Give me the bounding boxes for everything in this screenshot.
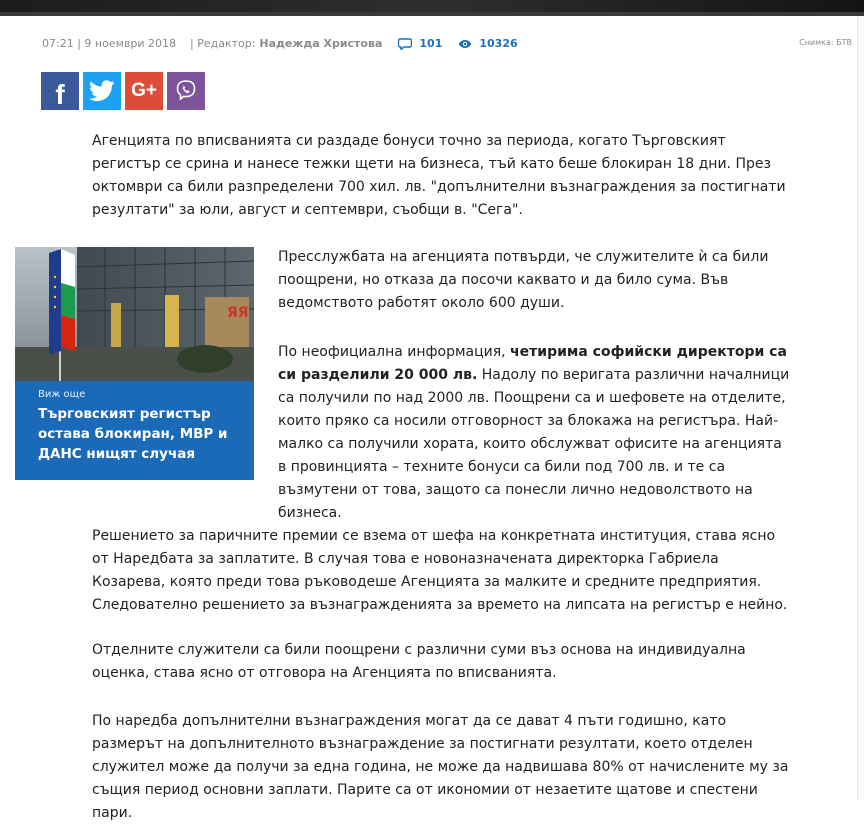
views-value: 10326 <box>479 37 518 50</box>
related-article-card[interactable] <box>15 247 254 480</box>
publish-date: 07:21 | 9 ноември 2018 <box>42 37 176 50</box>
hero-image-bottom <box>0 0 864 16</box>
article-paragraph-1: Агенцията по вписванията си раздаде бонуси точно за периода, когато Търговският регистър се срина и нанесе тежки щети на бизнеса, тъй като беше блокиран 18 дни. През октомври са били разпределени 700 хил. лв. "допълнителни възнаграждения за постигнати резултати" за юли, август и септември, съобщи в. "Сега". <box>92 133 786 218</box>
google-plus-icon: G+ <box>131 80 157 101</box>
editor-name: Надежда Христова <box>259 37 383 50</box>
article-paragraph-4: Решението за паричните премии се взема от шефа на конкретната институция, става ясно от Наредбата за заплатите. В случая това е новоназначената директорка Габриела Козарева, която преди това ръководеше Агенцията за малките и средните предприятия. Следователно решението за възнагражденията за времето на липсата на регистър е нейно. <box>92 528 788 613</box>
article-meta <box>42 37 518 50</box>
p3-intro: По неофициална информация, <box>278 344 511 360</box>
article-paragraph-5: Отделните служители са били поощрени с различни суми въз основа на индивидуална оценка, става ясно от отговора на Агенцията по вписванията. <box>92 642 746 681</box>
article-paragraph-3 <box>278 341 792 525</box>
comments-value: 101 <box>419 37 443 50</box>
article-paragraph-6: По наредба допълнителни възнаграждения могат да се дават 4 пъти годишно, като размерът на допълнителното възнаграждение за постигнати резултати, което отделен служител може да получи за една година, не може да надвишава 80% от начислените му за същия период основни заплати. Парите са от икономии от незаетите щатове и спестени пари. <box>92 713 789 821</box>
svg-text:ЯЯ: ЯЯ <box>227 305 249 321</box>
p3-rest: Надолу по веригата различни началници са получили по над 2000 лв. Поощрени са и шефовете на отделите, които пряко са носили отговорност за блокажа на регистъра. Най-малко са получили хората, които обслужват офисите на агенцията в провинцията – техните бонуси са били под 700 лв. и те са възмутени от това, защото са понесли лично недоволството на бизнеса. <box>278 367 790 521</box>
views-count <box>458 37 517 50</box>
article-paragraph-2: Пресслужбата на агенцията потвърди, че служителите ѝ са били поощрени, но отказа да посочи каквато и да било сума. Във ведомството работят около 600 души. <box>278 249 769 311</box>
related-article-image <box>15 247 254 381</box>
related-article-caption <box>15 381 254 480</box>
share-facebook-button[interactable] <box>41 72 79 110</box>
eye-icon <box>458 39 472 49</box>
share-google-plus-button[interactable] <box>125 72 163 110</box>
scrollbar-track[interactable] <box>857 16 864 800</box>
viber-icon <box>174 79 198 103</box>
share-bar <box>41 72 209 110</box>
see-also-label: Виж още <box>38 389 86 400</box>
share-viber-button[interactable] <box>167 72 205 110</box>
twitter-icon <box>89 80 115 102</box>
comment-icon <box>398 38 412 50</box>
comments-count[interactable] <box>398 37 442 50</box>
share-twitter-button[interactable] <box>83 72 121 110</box>
photo-credit: Снимка: БТВ <box>799 38 852 47</box>
editor-prefix: | Редактор: <box>190 37 256 50</box>
related-article-title[interactable]: Търговският регистър остава блокиран, МВР и ДАНС нищят случая <box>38 406 228 462</box>
facebook-icon: f <box>55 79 65 110</box>
p3-bold: четирима софийски директори са си разделили 20 000 лв. <box>278 344 787 383</box>
